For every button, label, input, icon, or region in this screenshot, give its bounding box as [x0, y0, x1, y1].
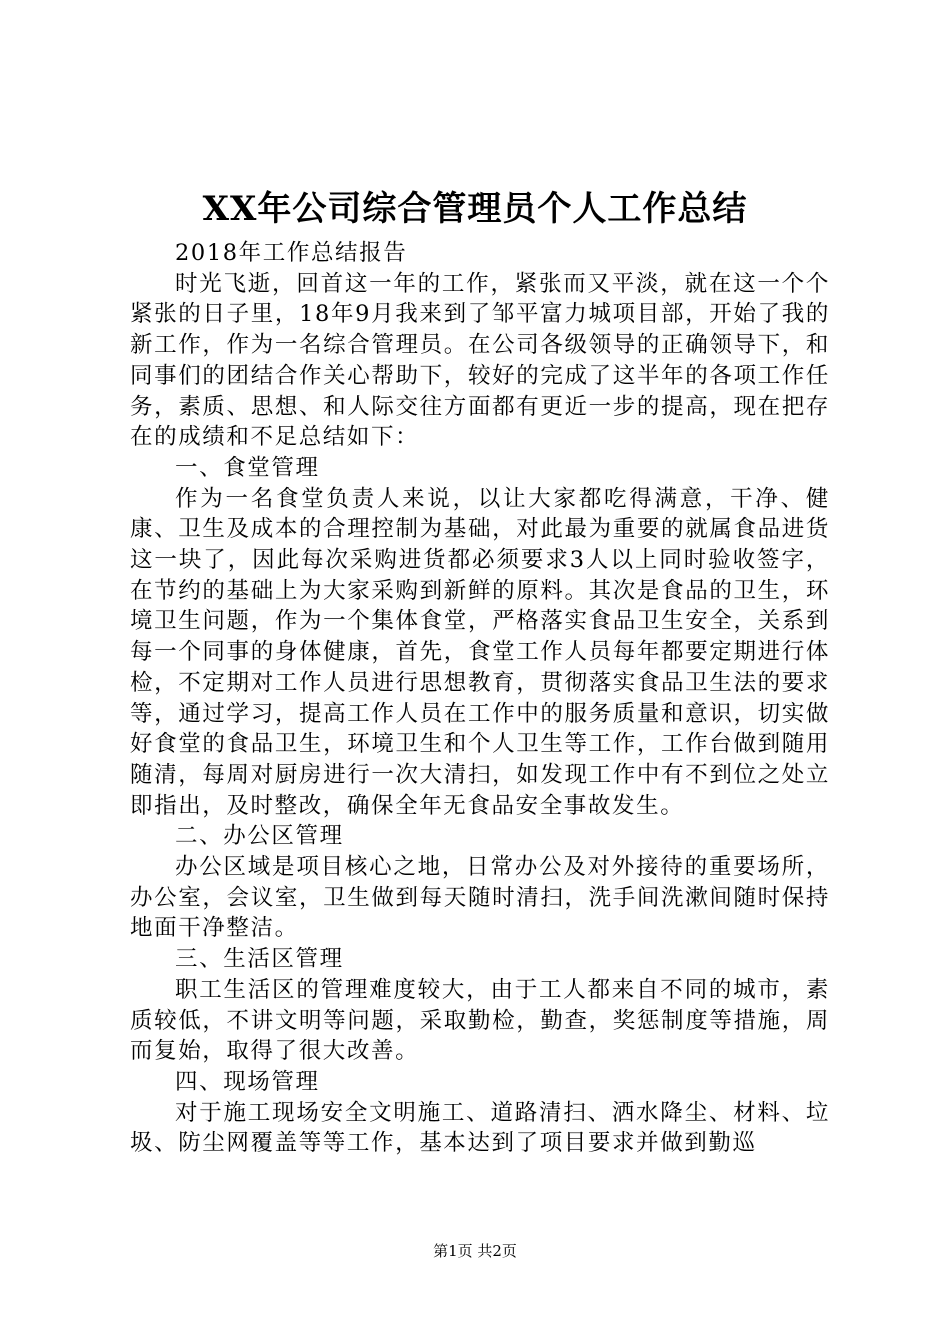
- document-title: XX年公司综合管理员个人工作总结: [202, 189, 748, 229]
- canteen-paragraph: 作为一名食堂负责人来说，以让大家都吃得满意，干净、健康、卫生及成本的合理控制为基础，对此最为重要的就属食品进货这一块了，因此每次采购进货都必须要求3人以上同时验收签字，在节约的基础上为大家采购到新鲜的原料。其次是食品的卫生，环境卫生问题，作为一个集体食堂，严格落实食品卫生安全，关系到每一个同事的身体健康，首先，食堂工作人员每年都要定期进行体检，不定期对工作人员进行思想教育，贯彻落实食品卫生法的要求等，通过学习，提高工作人员在工作中的服务质量和意识，切实做好食堂的食品卫生，环境卫生和个人卫生等工作，工作台做到随用随清，每周对厨房进行一次大清扫，如发现工作中有不到位之处立即指出，及时整改，确保全年无食品安全事故发生。: [130, 485, 830, 819]
- section-heading-site: 四、现场管理: [175, 1068, 320, 1095]
- page-footer: 第1页 共2页: [433, 1242, 517, 1260]
- section-heading-office: 二、办公区管理: [175, 823, 344, 850]
- site-paragraph: 对于施工现场安全文明施工、道路清扫、洒水降尘、材料、垃圾、防尘网覆盖等等工作，基本达到了项目要求并做到勤巡: [130, 1099, 830, 1157]
- section-heading-canteen: 一、食堂管理: [175, 454, 320, 481]
- intro-paragraph: 时光飞逝，回首这一年的工作，紧张而又平淡，就在这一个个紧张的日子里，18年9月我来到了邹平富力城项目部，开始了我的新工作，作为一名综合管理员。在公司各级领导的正确领导下，和同事们的团结合作关心帮助下，较好的完成了这半年的各项工作任务，素质、思想、和人际交往方面都有更近一步的提高，现在把存在的成绩和不足总结如下：: [130, 270, 830, 451]
- document-body: [130, 238, 830, 1159]
- section-heading-living: 三、生活区管理: [175, 946, 344, 973]
- report-subtitle: 2018年工作总结报告: [175, 240, 408, 266]
- living-paragraph: 职工生活区的管理难度较大，由于工人都来自不同的城市，素质较低，不讲文明等问题，采取勤检，勤查，奖惩制度等措施，周而复始，取得了很大改善。: [130, 976, 830, 1065]
- office-paragraph: 办公区域是项目核心之地，日常办公及对外接待的重要场所，办公室，会议室，卫生做到每天随时清扫，洗手间洗漱间随时保持地面干净整洁。: [130, 854, 830, 942]
